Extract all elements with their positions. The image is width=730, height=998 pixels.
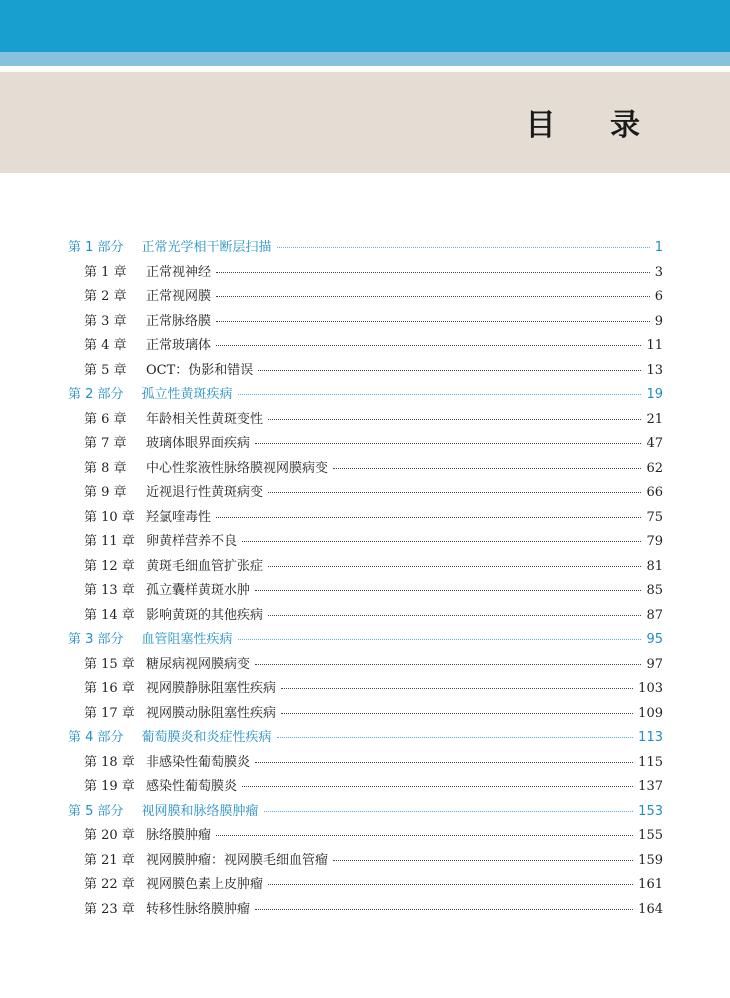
toc-entry-title: 正常玻璃体 — [146, 338, 212, 353]
toc-part-row[interactable] — [68, 383, 663, 408]
toc-dot-leader — [238, 639, 642, 640]
toc-dot-leader — [216, 517, 641, 518]
toc-entry-number: 第 16 章 — [84, 681, 135, 696]
toc-chapter-row[interactable] — [68, 555, 663, 580]
toc-entry-title: OCT：伪影和错误 — [146, 362, 254, 378]
toc-chapter-row[interactable] — [68, 359, 663, 384]
toc-dot-leader — [216, 345, 641, 346]
toc-entry-number: 第 4 部分 — [68, 730, 124, 745]
toc-chapter-row[interactable] — [68, 775, 663, 800]
toc-dot-leader — [268, 566, 641, 567]
toc-page-number: 21 — [646, 411, 663, 427]
toc-page-number: 87 — [646, 607, 663, 623]
toc-dot-leader — [281, 688, 633, 689]
toc-dot-leader — [216, 321, 650, 322]
toc-part-row[interactable] — [68, 236, 663, 261]
toc-dot-leader — [264, 811, 634, 812]
toc-entry-number: 第 19 章 — [84, 779, 135, 794]
toc-page-number: 75 — [646, 509, 663, 525]
toc-page-number: 11 — [646, 338, 663, 353]
toc-page-number: 13 — [646, 362, 663, 378]
toc-dot-leader — [255, 590, 641, 591]
toc-page-number: 62 — [646, 460, 663, 476]
toc-page-number: 153 — [638, 803, 663, 819]
toc-chapter-row[interactable] — [68, 261, 663, 286]
toc-dot-leader — [255, 664, 641, 665]
toc-entry-title: 感染性葡萄膜炎 — [146, 779, 238, 794]
toc-dot-leader — [255, 909, 633, 910]
toc-chapter-row[interactable] — [68, 579, 663, 604]
toc-entry-title: 近视退行性黄斑病变 — [146, 485, 264, 500]
toc-entry-title: 年龄相关性黄斑变性 — [146, 411, 264, 427]
toc-chapter-row[interactable] — [68, 849, 663, 874]
table-of-contents — [68, 236, 663, 922]
toc-page-number: 19 — [646, 387, 663, 402]
toc-entry-title: 黄斑毛细血管扩张症 — [146, 558, 264, 574]
toc-entry-number: 第 9 章 — [84, 485, 127, 500]
toc-page-number: 66 — [646, 485, 663, 500]
toc-entry-title: 血管阻塞性疾病 — [141, 632, 233, 647]
toc-dot-leader — [268, 492, 641, 493]
toc-dot-leader — [255, 762, 633, 763]
toc-entry-number: 第 2 部分 — [68, 387, 124, 402]
toc-entry-number: 第 6 章 — [84, 411, 127, 427]
toc-entry-number: 第 14 章 — [84, 607, 135, 623]
toc-entry-number: 第 21 章 — [84, 852, 135, 868]
toc-page-number: 161 — [638, 877, 663, 892]
toc-chapter-row[interactable] — [68, 457, 663, 482]
toc-dot-leader — [258, 370, 641, 371]
toc-page-number: 3 — [654, 264, 663, 280]
toc-chapter-row[interactable] — [68, 530, 663, 555]
toc-entry-title: 视网膜色素上皮肿瘤 — [146, 877, 264, 892]
toc-chapter-row[interactable] — [68, 506, 663, 531]
toc-page-number: 97 — [646, 656, 663, 672]
toc-page-number: 159 — [638, 852, 663, 868]
toc-entry-number: 第 11 章 — [84, 534, 135, 549]
toc-part-row[interactable] — [68, 800, 663, 825]
toc-entry-number: 第 17 章 — [84, 705, 135, 721]
toc-dot-leader — [268, 419, 641, 420]
toc-entry-title: 正常视神经 — [146, 264, 212, 280]
toc-dot-leader — [216, 272, 650, 273]
toc-page-number: 115 — [638, 754, 663, 770]
toc-entry-number: 第 1 章 — [84, 264, 127, 280]
toc-page-number: 1 — [654, 240, 663, 255]
toc-page-number: 79 — [646, 534, 663, 549]
toc-dot-leader — [277, 247, 650, 248]
toc-chapter-row[interactable] — [68, 751, 663, 776]
toc-entry-number: 第 23 章 — [84, 901, 135, 917]
toc-entry-title: 正常光学相干断层扫描 — [141, 240, 272, 255]
toc-dot-leader — [242, 541, 641, 542]
header-band-blue — [0, 0, 730, 52]
toc-entry-title: 羟氯喹毒性 — [146, 509, 212, 525]
toc-entry-title: 孤立囊样黄斑水肿 — [146, 583, 251, 598]
toc-chapter-row[interactable] — [68, 334, 663, 359]
toc-dot-leader — [255, 443, 641, 444]
toc-page-number: 164 — [638, 901, 663, 917]
toc-chapter-row[interactable] — [68, 310, 663, 335]
toc-entry-title: 孤立性黄斑疾病 — [141, 387, 233, 402]
toc-page-number: 109 — [638, 705, 663, 721]
toc-chapter-row[interactable] — [68, 898, 663, 923]
toc-entry-title: 葡萄膜炎和炎症性疾病 — [141, 730, 272, 745]
toc-page-number: 103 — [638, 681, 663, 696]
toc-entry-number: 第 7 章 — [84, 436, 127, 451]
toc-page-number: 81 — [646, 558, 663, 574]
toc-page-number: 155 — [638, 828, 663, 843]
toc-dot-leader — [216, 296, 650, 297]
toc-chapter-row[interactable] — [68, 481, 663, 506]
toc-entry-number: 第 8 章 — [84, 460, 127, 476]
toc-entry-number: 第 18 章 — [84, 754, 135, 770]
toc-entry-number: 第 10 章 — [84, 509, 135, 525]
toc-entry-title: 中心性浆液性脉络膜视网膜病变 — [146, 460, 329, 476]
toc-entry-title: 视网膜静脉阻塞性疾病 — [146, 681, 277, 696]
toc-chapter-row[interactable] — [68, 604, 663, 629]
toc-entry-title: 正常脉络膜 — [146, 313, 212, 329]
toc-chapter-row[interactable] — [68, 285, 663, 310]
toc-dot-leader — [238, 394, 642, 395]
toc-page-number: 113 — [638, 730, 663, 745]
toc-entry-title: 脉络膜肿瘤 — [146, 828, 212, 843]
toc-dot-leader — [268, 884, 633, 885]
toc-entry-title: 卵黄样营养不良 — [146, 534, 238, 549]
toc-entry-title: 转移性脉络膜肿瘤 — [146, 901, 251, 917]
toc-entry-title: 正常视网膜 — [146, 289, 212, 304]
toc-dot-leader — [281, 713, 633, 714]
toc-entry-number: 第 5 章 — [84, 362, 127, 378]
toc-page-number: 47 — [646, 436, 663, 451]
toc-chapter-row[interactable] — [68, 408, 663, 433]
toc-dot-leader — [216, 835, 633, 836]
toc-chapter-row[interactable] — [68, 824, 663, 849]
header-band-light-blue — [0, 52, 730, 66]
toc-dot-leader — [277, 737, 634, 738]
toc-entry-number: 第 5 部分 — [68, 803, 124, 819]
toc-page-number: 6 — [654, 289, 663, 304]
toc-entry-number: 第 13 章 — [84, 583, 135, 598]
toc-chapter-row[interactable] — [68, 702, 663, 727]
toc-dot-leader — [333, 468, 641, 469]
toc-chapter-row[interactable] — [68, 653, 663, 678]
toc-dot-leader — [242, 786, 633, 787]
toc-entry-number: 第 12 章 — [84, 558, 135, 574]
toc-entry-title: 视网膜和脉络膜肿瘤 — [141, 803, 259, 819]
toc-entry-number: 第 15 章 — [84, 656, 135, 672]
toc-dot-leader — [268, 615, 641, 616]
toc-page-number: 9 — [654, 313, 663, 329]
toc-entry-number: 第 2 章 — [84, 289, 127, 304]
toc-chapter-row[interactable] — [68, 432, 663, 457]
toc-chapter-row[interactable] — [68, 677, 663, 702]
toc-dot-leader — [333, 860, 633, 861]
toc-page-number: 85 — [646, 583, 663, 598]
toc-entry-title: 糖尿病视网膜病变 — [146, 656, 251, 672]
toc-entry-number: 第 4 章 — [84, 338, 127, 353]
toc-page-number: 95 — [646, 632, 663, 647]
toc-part-row[interactable] — [68, 628, 663, 653]
toc-entry-title: 视网膜动脉阻塞性疾病 — [146, 705, 277, 721]
toc-entry-title: 视网膜肿瘤：视网膜毛细血管瘤 — [146, 852, 329, 868]
toc-entry-number: 第 3 部分 — [68, 632, 124, 647]
toc-entry-number: 第 22 章 — [84, 877, 135, 892]
page-title: 目 录 — [525, 108, 662, 143]
toc-entry-number: 第 20 章 — [84, 828, 135, 843]
toc-entry-number: 第 3 章 — [84, 313, 127, 329]
toc-chapter-row[interactable] — [68, 873, 663, 898]
toc-part-row[interactable] — [68, 726, 663, 751]
toc-entry-title: 非感染性葡萄膜炎 — [146, 754, 251, 770]
toc-entry-title: 影响黄斑的其他疾病 — [146, 607, 264, 623]
toc-entry-number: 第 1 部分 — [68, 240, 124, 255]
toc-entry-title: 玻璃体眼界面疾病 — [146, 436, 251, 451]
toc-page-number: 137 — [638, 779, 663, 794]
